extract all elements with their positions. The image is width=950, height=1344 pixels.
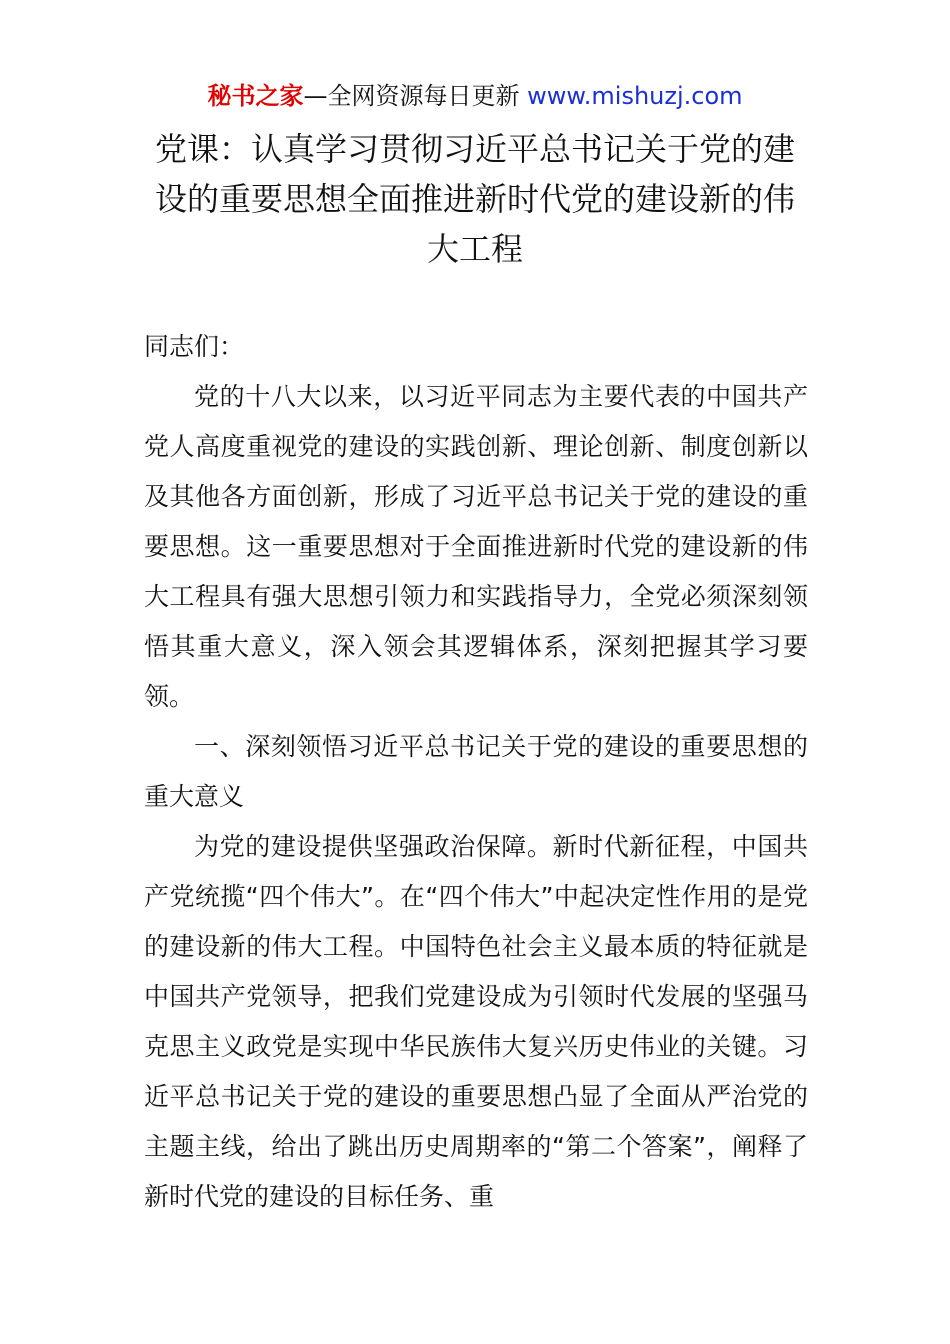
salutation: 同志们： [144,332,245,361]
document-title: 党课：认真学习贯彻习近平总书记关于党的建设的重要思想全面推进新时代党的建设新的伟大工程 [154,130,795,268]
site-header [0,80,950,112]
site-url: www.mishuzj.com [527,82,743,110]
brand-name: 秘书之家 [207,82,304,110]
header-tagline: —全网资源每日更新 [303,82,528,110]
section-heading: 一、深刻领悟习近平总书记关于党的建设的重要思想的重大意义 [144,732,808,811]
paragraph-intro: 党的十八大以来，以习近平同志为主要代表的中国共产党人高度重视党的建设的实践创新、理论创新、制度创新以及其他各方面创新，形成了习近平总书记关于党的建设的重要思想。这一重要思想对于全面推进新时代党的建设新的伟大工程具有强大思想引领力和实践指导力，全党必须深刻领悟其重大意义，深入领会其逻辑体系，深刻把握其学习要领。 [144,382,808,711]
document-body [144,322,808,1222]
paragraph-body: 为党的建设提供坚强政治保障。新时代新征程，中国共产党统揽“四个伟大”。在“四个伟大”中起决定性作用的是党的建设新的伟大工程。中国特色社会主义最本质的特征就是中国共产党领导，把我们党建设成为引领时代发展的坚强马克思主义政党是实现中华民族伟大复兴历史伟业的关键。习近平总书记关于党的建设的重要思想凸显了全面从严治党的主题主线，给出了跳出历史周期率的“第二个答案”，阐释了新时代党的建设的目标任务、重 [144,832,808,1211]
